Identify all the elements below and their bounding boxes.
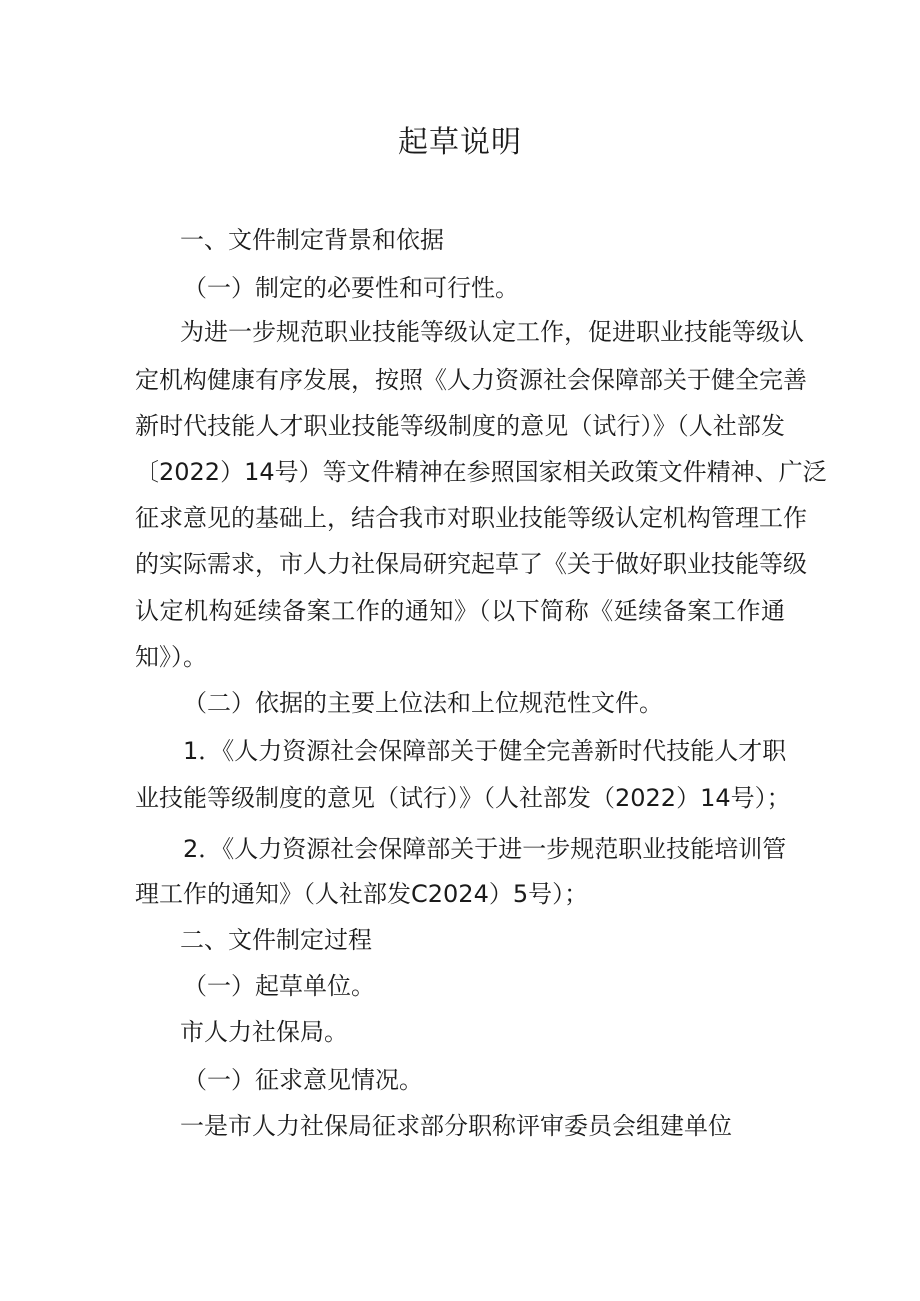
- paragraph-line: 新时代技能人才职业技能等级制度的意见（试行）》（人社部发: [135, 412, 785, 440]
- paragraph-line: 〔2022）14号）等文件精神在参照国家相关政策文件精神、广泛: [135, 458, 827, 486]
- section-heading-process: 二、文件制定过程: [180, 926, 372, 954]
- paragraph-line: 知》）。: [135, 643, 207, 671]
- paragraph-line: 定机构健康有序发展，按照《人力资源社会保障部关于健全完善: [135, 366, 807, 394]
- paragraph-line: 的实际需求，市人力社保局研究起草了《关于做好职业技能等级: [135, 550, 807, 578]
- paragraph-line: 征求意见的基础上，结合我市对职业技能等级认定机构管理工作: [135, 504, 807, 532]
- subsection-heading-drafter: （一）起草单位。: [183, 972, 375, 1000]
- list-item-line: 业技能等级制度的意见（试行）》（人社部发（2022）14号）；: [135, 784, 791, 812]
- paragraph-line: 认定机构延续备案工作的通知》（以下简称《延续备案工作通: [135, 597, 785, 625]
- subsection-heading-basis: （二）依据的主要上位法和上位规范性文件。: [183, 689, 663, 717]
- subsection-heading-consultation: （一）征求意见情况。: [183, 1066, 423, 1094]
- section-heading-background: 一、文件制定背景和依据: [180, 226, 444, 254]
- list-item-line: 理工作的通知》（人社部发C2024）5号）；: [135, 880, 589, 908]
- paragraph-line: 一是市人力社保局征求部分职称评审委员会组建单位: [180, 1112, 732, 1140]
- paragraph-line: 市人力社保局。: [180, 1018, 348, 1046]
- subsection-heading-necessity: （一）制定的必要性和可行性。: [183, 274, 519, 302]
- page-title: 起草说明: [398, 125, 522, 160]
- paragraph-line: 为进一步规范职业技能等级认定工作，促进职业技能等级认: [180, 318, 804, 346]
- list-item-line: 2．《人力资源社会保障部关于进一步规范职业技能培训管: [183, 835, 787, 863]
- list-item-line: 1．《人力资源社会保障部关于健全完善新时代技能人才职: [183, 737, 787, 765]
